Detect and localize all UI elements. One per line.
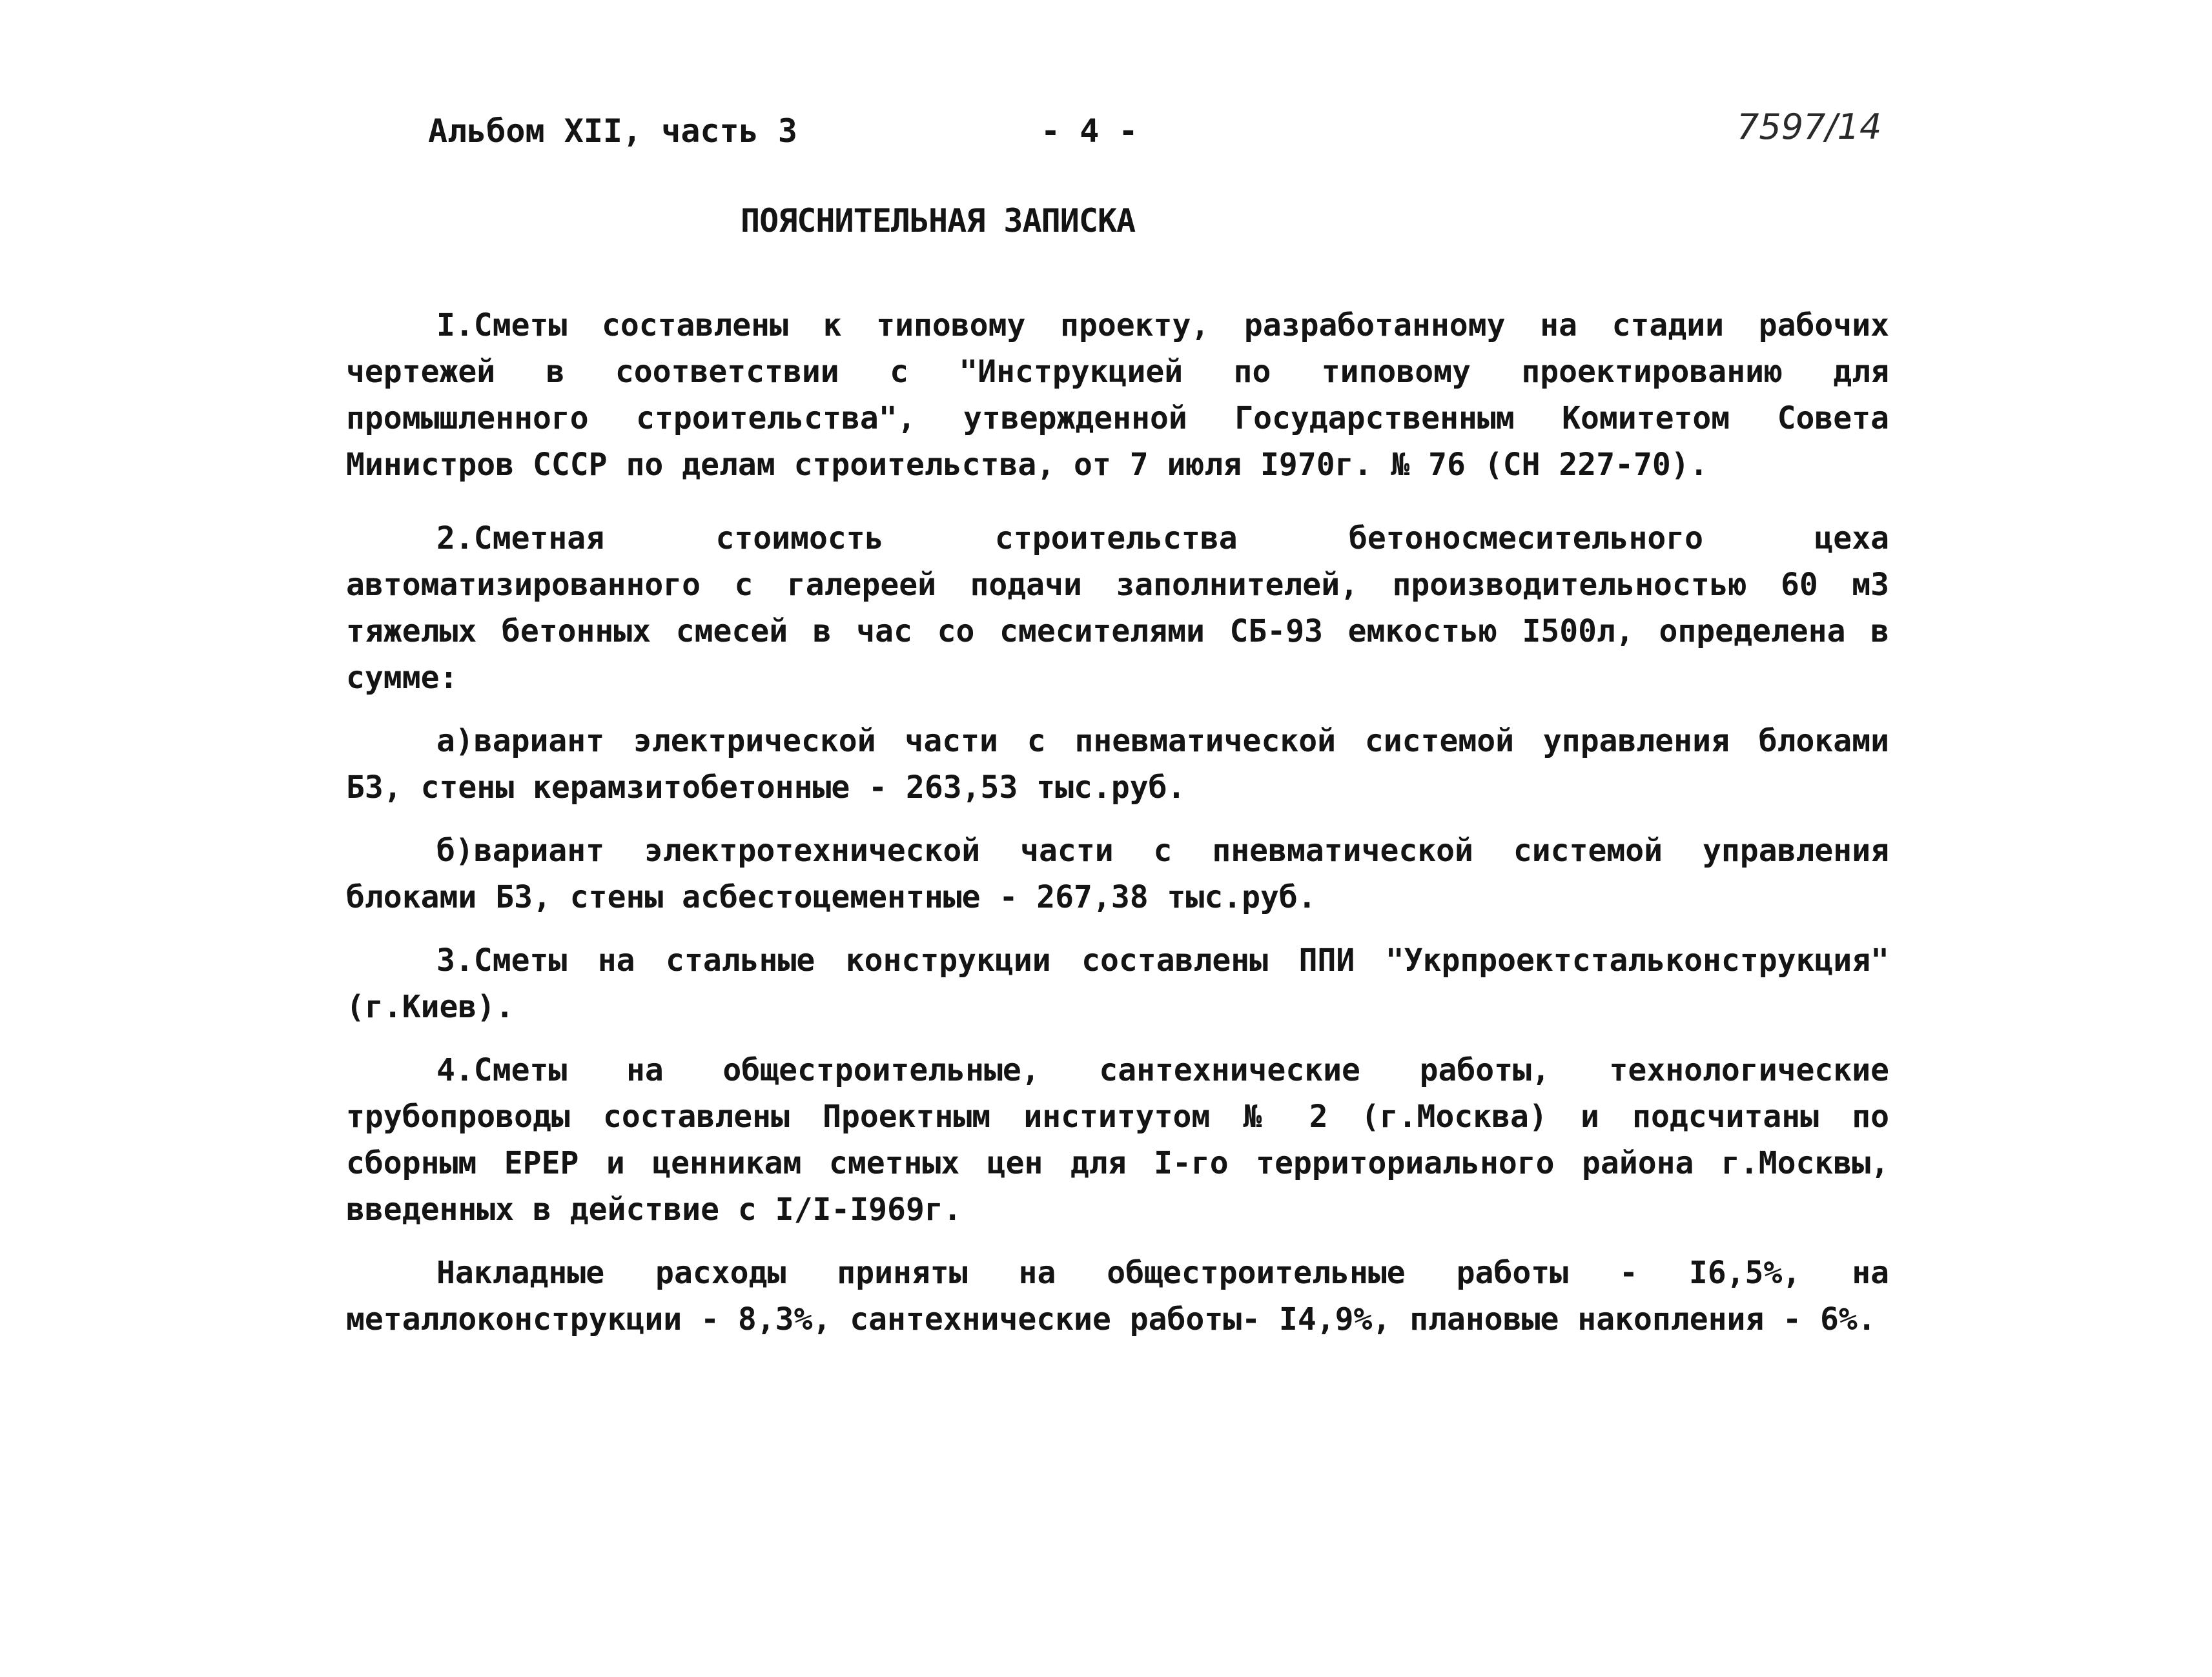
document-title: ПОЯСНИТЕЛЬНАЯ ЗАПИСКА — [741, 202, 1136, 239]
document-body — [346, 302, 1889, 1370]
album-label: Альбом ХII, часть 3 — [428, 112, 797, 150]
page-number: - 4 - — [1041, 112, 1138, 150]
paragraph-4: 4.Сметы на общестроительные, сантехнические работы, технологические трубопроводы составлены Проектным институтом № 2 (г.Москва) и подсчитаны по сборным ЕРЕР и ценникам сметных цен для I-го территориального района г.Москвы, введенных в действие с I/I-I969г. — [346, 1052, 1889, 1228]
paragraph-overheads: Накладные расходы приняты на общестроительные работы - I6,5%, на металлоконструкции - 8,3%, сантехнические работы- I4,9%, плановые накопления - 6%. — [346, 1255, 1889, 1337]
paragraph-2a: а)вариант электрической части с пневматической системой управления блоками Б3, стены керамзитобетонные - 263,53 тыс.руб. — [346, 723, 1889, 806]
paragraph-2: 2.Сметная стоимость строительства бетоносмесительного цеха автоматизированного с галереей подачи заполнителей, производительностью 60 м3 тяжелых бетонных смесей в час со смесителями СБ-93 емкостью I500л, определена в сумме: — [346, 520, 1889, 696]
paragraph-2b: б)вариант электротехнической части с пневматической системой управления блоками Б3, стены асбестоцементные - 267,38 тыс.руб. — [346, 833, 1889, 915]
paragraph-1: I.Сметы составлены к типовому проекту, разработанному на стадии рабочих чертежей в соответствии с "Инструкцией по типовому проектированию для промышленного строительства", утвержденной Государственным Комитетом Совета Министров СССР по делам строительства, от 7 июля I970г. № 76 (СН 227-70). — [346, 307, 1889, 483]
paragraph-3: 3.Сметы на стальные конструкции составлены ППИ "Укрпроектстальконструкция" (г.Киев). — [346, 942, 1889, 1025]
handwritten-doc-code: 7597/14 — [1737, 107, 1882, 147]
